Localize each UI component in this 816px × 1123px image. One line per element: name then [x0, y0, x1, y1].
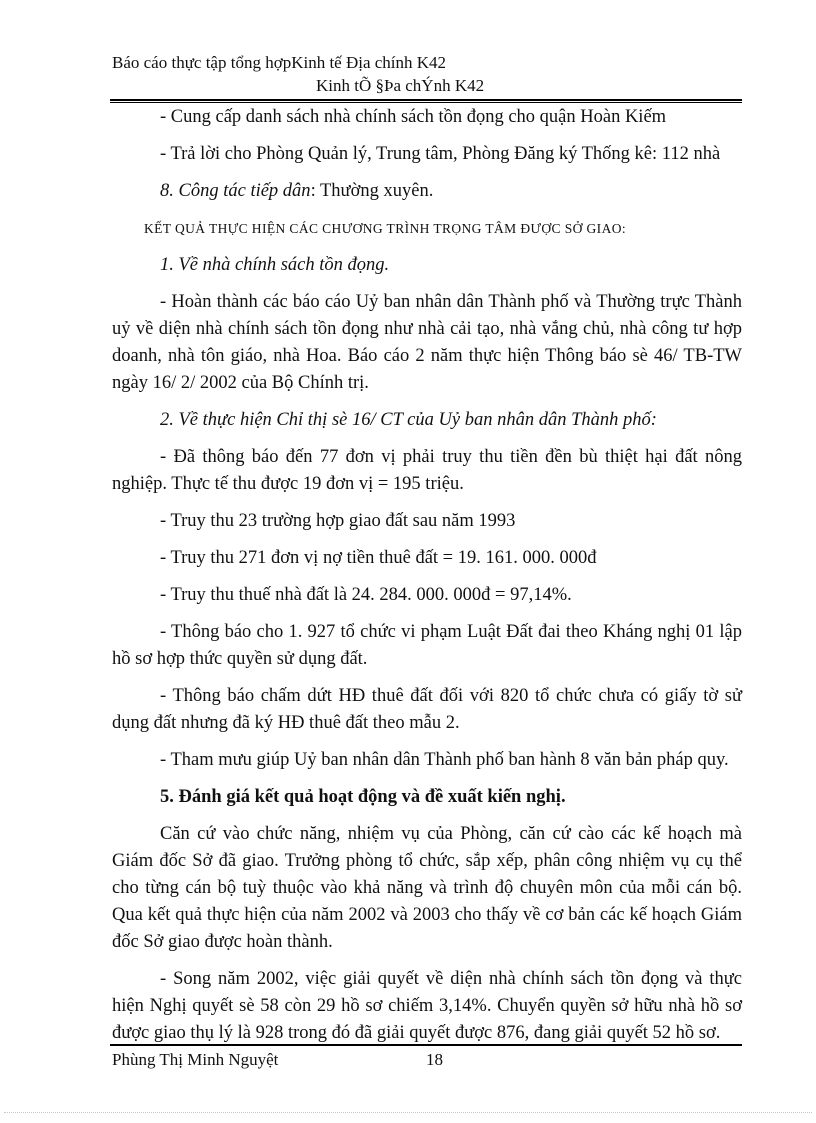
paragraph: - Song năm 2002, việc giải quyết về diện nhà chính sách tồn đọng và thực hiện Nghị quyết sè 58 còn 29 hồ sơ chiếm 3,14%. Chuyển quyền sở hữu nhà hồ sơ được giao thụ lý là 928 trong đó đã giải quyết được 876, đang giải quyết 52 hồ sơ. — [112, 969, 742, 1043]
paragraph: - Truy thu 271 đơn vị nợ tiền thuê đất = 19. 161. 000. 000đ — [160, 548, 597, 568]
header-divider — [110, 99, 742, 103]
paragraph: - Truy thu 23 trường hợp giao đất sau năm 1993 — [160, 511, 516, 531]
paragraph: - Thông báo cho 1. 927 tổ chức vi phạm Luật Đất đai theo Kháng nghị 01 lập hồ sơ hợp thức quyền sử dụng đất. — [112, 622, 742, 669]
paragraph: - Tham mưu giúp Uỷ ban nhân dân Thành phố ban hành 8 văn bản pháp quy. — [160, 750, 729, 770]
section-heading-8 — [112, 178, 742, 205]
header-subtitle: Kinh tÕ §Þa chÝnh K42 — [316, 76, 485, 95]
page-number: 18 — [426, 1050, 443, 1069]
subsection-heading-2: 2. Về thực hiện Chỉ thị sè 16/ CT của Uỷ ban nhân dân Thành phố: — [160, 410, 657, 430]
paragraph: - Đã thông báo đến 77 đơn vị phải truy thu tiền đền bù thiệt hại đất nông nghiệp. Thực tế thu được 19 đơn vị = 195 triệu. — [112, 447, 742, 494]
paragraph: - Thông báo chấm dứt HĐ thuê đất đối với 820 tổ chức chưa có giấy tờ sử dụng đất nhưng đã ký HĐ thuê đất theo mẫu 2. — [112, 686, 742, 733]
footer-divider — [110, 1044, 742, 1046]
paragraph: Căn cứ vào chức năng, nhiệm vụ của Phòng, căn cứ cào các kế hoạch mà Giám đốc Sở đã giao. Trưởng phòng tổ chức, sắp xếp, phân công nhiệm vụ cụ thể cho từng cán bộ tuỳ thuộc vào khả năng và trình độ chuyên môn của mỗi cán bộ. Qua kết quả thực hiện của năm 2002 và 2003 cho thấy về cơ bản các kế hoạch Giám đốc Sở giao được hoàn thành. — [112, 824, 742, 952]
paragraph: - Truy thu thuế nhà đất là 24. 284. 000. 000đ = 97,14%. — [160, 585, 572, 605]
subsection-heading-1: 1. Về nhà chính sách tồn đọng. — [160, 255, 390, 275]
paragraph: - Cung cấp danh sách nhà chính sách tồn đọng cho quận Hoàn Kiếm — [160, 107, 667, 127]
heading-value: : Thường xuyên. — [310, 181, 434, 201]
footer-author: Phùng Thị Minh Nguyệt — [112, 1050, 279, 1069]
paragraph: - Trả lời cho Phòng Quản lý, Trung tâm, Phòng Đăng ký Thống kê: 112 nhà — [160, 144, 721, 164]
results-heading: KẾT QUẢ THỰC HIỆN CÁC CHƯƠNG TRÌNH TRỌNG TÂM ĐƯỢC SỞ GIAO: — [144, 221, 627, 236]
document-body — [112, 104, 742, 1057]
heading-label: 8. Công tác tiếp dân — [160, 181, 311, 201]
section-heading-5: 5. Đánh giá kết quả hoạt động và đề xuất kiến nghị. — [160, 787, 566, 807]
page-edge — [4, 1112, 812, 1113]
paragraph: - Hoàn thành các báo cáo Uỷ ban nhân dân Thành phố và Thường trực Thành uỷ về diện nhà chính sách tồn đọng như nhà cải tạo, nhà vắng chủ, nhà công tư hợp doanh, nhà tôn giáo, nhà Hoa. Báo cáo 2 năm thực hiện Thông báo sè 46/ TB-TW ngày 16/ 2/ 2002 của Bộ Chính trị. — [112, 292, 742, 393]
header-title: Báo cáo thực tập tổng hợpKinh tế Địa chính K42 — [112, 53, 447, 72]
